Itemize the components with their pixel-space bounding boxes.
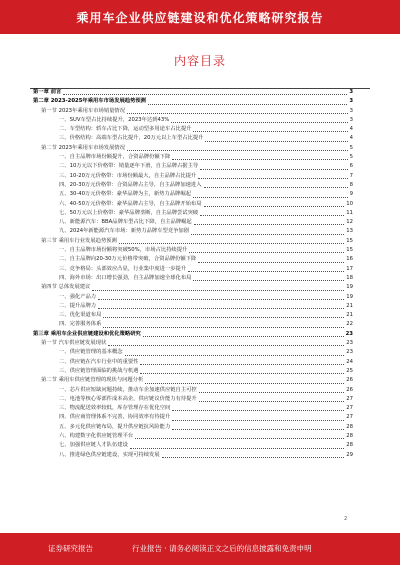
toc-entry-title: 一、自主品牌市场份额将突破50%，市场占比持续提升 bbox=[59, 247, 188, 254]
toc-dot-leader bbox=[162, 457, 345, 458]
toc-entry-page: 5 bbox=[349, 154, 353, 161]
toc-entry-title: 八、推进绿色供应链建设，实现可持续发展 bbox=[59, 451, 160, 458]
toc-entry-title: 一、自主品牌市场份额提升，合资品牌份额下降 bbox=[59, 154, 171, 161]
footer-left-text: 证券研究报告 bbox=[48, 544, 93, 553]
toc-entry[interactable] bbox=[33, 348, 353, 357]
toc-dot-leader bbox=[204, 187, 348, 188]
toc-entry[interactable] bbox=[33, 376, 353, 385]
toc-entry[interactable] bbox=[33, 116, 353, 125]
toc-entry-title: 三、10-20万元价格带：市场份额最大，自主品牌占比提升 bbox=[59, 172, 197, 179]
toc-entry-page: 28 bbox=[346, 442, 353, 449]
toc-entry-page: 11 bbox=[346, 209, 353, 216]
toc-entry-page: 27 bbox=[346, 395, 353, 402]
toc-entry-title: 二、自主品牌向20-30万元价格带突破，合资品牌份额下降 bbox=[59, 256, 197, 263]
toc-entry-page: 13 bbox=[346, 228, 353, 235]
toc-entry[interactable] bbox=[33, 227, 353, 236]
toc-entry[interactable] bbox=[33, 441, 353, 450]
toc-dot-leader bbox=[200, 169, 347, 170]
toc-entry-page: 28 bbox=[346, 423, 353, 430]
toc-dot-leader bbox=[193, 131, 347, 132]
toc-entry-page: 7 bbox=[349, 172, 353, 179]
toc-dot-leader bbox=[199, 392, 345, 393]
footer-right-text: 行业报告 · 请务必阅读正文之后的信息披露和免责申明 bbox=[132, 544, 312, 553]
toc-dot-leader bbox=[92, 290, 344, 291]
toc-entry-page: 16 bbox=[346, 256, 353, 263]
table-of-contents bbox=[33, 88, 353, 460]
toc-dot-leader bbox=[199, 401, 345, 402]
toc-entry-title: 一、SUV车型占比持续提升，2023年达到43% bbox=[59, 116, 170, 123]
toc-entry-page: 27 bbox=[346, 405, 353, 412]
toc-entry-page: 15 bbox=[346, 247, 353, 254]
toc-entry[interactable] bbox=[33, 404, 353, 413]
toc-entry-page: 3 bbox=[349, 107, 353, 114]
toc-dot-leader bbox=[198, 178, 347, 179]
toc-entry-title: 四、供应商管理体系不完善，协同效率有待提升 bbox=[59, 414, 171, 421]
toc-entry-title: 三、价格结构：高端车型占比提升，20万元以上车型占比提升 bbox=[59, 135, 204, 142]
toc-entry-page: 3 bbox=[349, 89, 353, 95]
toc-entry-title: 第二节 乘用车供应链管理的现状与问题分析 bbox=[41, 377, 144, 384]
toc-entry-page: 4 bbox=[349, 135, 353, 142]
toc-heading: 内容目录 bbox=[173, 54, 226, 68]
toc-entry-page: 23 bbox=[346, 349, 353, 356]
toc-dot-leader bbox=[148, 104, 347, 105]
toc-entry[interactable] bbox=[33, 320, 353, 329]
toc-entry-title: 三、物流配送效率较低，库存管理存在优化空间 bbox=[59, 405, 171, 412]
toc-dot-leader bbox=[143, 336, 344, 337]
toc-entry-title: 七、50万元以上价格带：豪华品牌垄断，自主品牌尝试突破 bbox=[59, 209, 199, 216]
toc-entry-title: 第三章 乘用车企业供应链建设和优化策略研究 bbox=[33, 330, 141, 337]
toc-dot-leader bbox=[135, 438, 344, 439]
toc-entry-title: 第一节 2023年乘用车市场销量情况 bbox=[41, 107, 126, 114]
toc-dot-leader bbox=[200, 215, 344, 216]
toc-dot-leader bbox=[140, 373, 344, 374]
toc-entry-page: 22 bbox=[346, 321, 353, 328]
toc-dot-leader bbox=[204, 206, 345, 207]
page-number: 2 bbox=[344, 516, 348, 522]
toc-dot-leader bbox=[198, 262, 344, 263]
toc-entry-title: 六、40-50万元价格带：豪华品牌占主导，自主品牌开始布局 bbox=[59, 200, 202, 207]
toc-entry[interactable] bbox=[33, 134, 353, 143]
toc-entry-page: 9 bbox=[349, 191, 353, 198]
toc-entry-title: 三、优化渠道布局 bbox=[59, 312, 102, 319]
footer-bar bbox=[0, 533, 400, 565]
toc-entry[interactable] bbox=[33, 255, 353, 264]
toc-entry[interactable] bbox=[33, 209, 353, 218]
toc-dot-leader bbox=[172, 429, 344, 430]
header-bar bbox=[0, 0, 400, 34]
toc-entry-page: 21 bbox=[346, 302, 353, 309]
toc-entry[interactable] bbox=[33, 181, 353, 190]
toc-entry[interactable] bbox=[33, 302, 353, 311]
toc-entry[interactable] bbox=[33, 358, 353, 367]
toc-entry[interactable] bbox=[33, 200, 353, 209]
toc-entry-page: 12 bbox=[346, 219, 353, 226]
toc-entry-page: 19 bbox=[346, 284, 353, 291]
toc-entry-page: 26 bbox=[346, 377, 353, 384]
toc-entry-title: 二、供应链在汽车行业中的重要性 bbox=[59, 358, 139, 365]
toc-dot-leader bbox=[191, 234, 344, 235]
toc-entry-title: 第一节 汽车供应链发展现状 bbox=[41, 340, 107, 347]
toc-entry[interactable] bbox=[33, 125, 353, 134]
toc-entry-title: 第四节 总体发展建议 bbox=[41, 284, 91, 291]
toc-entry[interactable] bbox=[33, 162, 353, 171]
toc-dot-leader bbox=[98, 308, 344, 309]
toc-entry-page: 25 bbox=[346, 367, 353, 374]
toc-dot-leader bbox=[98, 299, 344, 300]
toc-entry-title: 六、构建数字化供应链管理平台 bbox=[59, 432, 134, 439]
toc-entry-title: 第一章 前言 bbox=[33, 89, 62, 95]
toc-entry-title: 一、强化产品力 bbox=[59, 293, 97, 300]
toc-entry-title: 四、海外市场：出口增长强劲，自主品牌加速全球化布局 bbox=[59, 274, 192, 281]
toc-entry-title: 二、10万元以下价格带：销量逐年下滑，自主品牌占据主导 bbox=[59, 163, 199, 170]
toc-entry-page: 29 bbox=[346, 451, 353, 458]
toc-entry-page: 26 bbox=[346, 386, 353, 393]
toc-entry-page: 4 bbox=[349, 126, 353, 133]
toc-entry[interactable] bbox=[33, 172, 353, 181]
toc-entry[interactable] bbox=[33, 237, 353, 246]
report-title: 乘用车企业供应链建设和优化策略研究报告 bbox=[76, 11, 324, 25]
toc-entry-page: 10 bbox=[346, 200, 353, 207]
toc-entry[interactable] bbox=[33, 190, 353, 199]
toc-entry-title: 七、加强供应链人才队伍建设 bbox=[59, 442, 128, 449]
toc-dot-leader bbox=[171, 122, 347, 123]
toc-entry-page: 6 bbox=[349, 163, 353, 170]
toc-entry[interactable] bbox=[33, 386, 353, 395]
toc-dot-leader bbox=[205, 141, 347, 142]
toc-entry[interactable] bbox=[33, 153, 353, 162]
toc-entry[interactable] bbox=[33, 265, 353, 274]
toc-entry[interactable] bbox=[33, 107, 353, 116]
toc-entry[interactable] bbox=[33, 339, 353, 348]
toc-entry-title: 三、供应链管理面临的挑战与机遇 bbox=[59, 367, 139, 374]
toc-entry-page: 17 bbox=[346, 265, 353, 272]
toc-dot-leader bbox=[172, 159, 347, 160]
toc-entry[interactable] bbox=[33, 395, 353, 404]
toc-entry[interactable] bbox=[33, 218, 353, 227]
toc-entry-title: 三、竞争格局：头部效应凸显，行业集中度进一步提升 bbox=[59, 265, 187, 272]
toc-dot-leader bbox=[103, 327, 344, 328]
toc-entry[interactable] bbox=[33, 283, 353, 292]
toc-entry-title: 二、提升品牌力 bbox=[59, 302, 97, 309]
toc-entry-title: 五、30-40万元价格带：豪华品牌为主，新势力品牌崛起 bbox=[59, 191, 191, 198]
toc-entry[interactable] bbox=[33, 274, 353, 283]
toc-dot-leader bbox=[119, 243, 344, 244]
toc-dot-leader bbox=[140, 364, 344, 365]
toc-entry-page: 3 bbox=[349, 98, 353, 105]
toc-entry-page: 24 bbox=[346, 358, 353, 365]
toc-entry[interactable] bbox=[33, 432, 353, 441]
toc-entry-title: 九、2024年新能源汽车市场：新势力品牌车型竞争加剧 bbox=[59, 228, 190, 235]
toc-entry[interactable] bbox=[33, 88, 353, 97]
toc-entry-page: 5 bbox=[349, 144, 353, 151]
toc-entry[interactable] bbox=[33, 451, 353, 460]
toc-dot-leader bbox=[125, 355, 345, 356]
toc-entry[interactable] bbox=[33, 311, 353, 320]
toc-entry-title: 五、多元化供应链布局，提升供应链抗风险能力 bbox=[59, 423, 171, 430]
toc-entry-page: 23 bbox=[346, 340, 353, 347]
toc-entry-title: 一、供应链管理的基本概念 bbox=[59, 349, 123, 356]
toc-entry-page: 18 bbox=[346, 274, 353, 281]
toc-entry-title: 第二节 2023年乘用车市场发展情况 bbox=[41, 144, 126, 151]
toc-entry[interactable] bbox=[33, 413, 353, 422]
toc-entry-page: 27 bbox=[346, 414, 353, 421]
toc-dot-leader bbox=[189, 252, 344, 253]
toc-entry[interactable] bbox=[33, 330, 353, 339]
toc-dot-leader bbox=[188, 271, 344, 272]
toc-entry-title: 第二章 2023-2025年乘用车市场发展趋势预测 bbox=[33, 98, 146, 105]
toc-dot-leader bbox=[193, 280, 344, 281]
toc-dot-leader bbox=[108, 345, 344, 346]
toc-dot-leader bbox=[145, 383, 344, 384]
toc-entry[interactable] bbox=[33, 367, 353, 376]
toc-entry-title: 一、芯片供应短缺问题持续，推动车企加速供应链自主可控 bbox=[59, 386, 197, 393]
toc-dot-leader bbox=[63, 94, 347, 95]
toc-entry[interactable] bbox=[33, 97, 353, 106]
toc-entry-page: 23 bbox=[345, 330, 353, 337]
toc-dot-leader bbox=[193, 197, 348, 198]
toc-entry-page: 21 bbox=[346, 312, 353, 319]
toc-dot-leader bbox=[130, 448, 344, 449]
toc-entry-page: 15 bbox=[346, 237, 353, 244]
toc-dot-leader bbox=[103, 317, 344, 318]
toc-dot-leader bbox=[172, 410, 344, 411]
toc-dot-leader bbox=[194, 224, 345, 225]
toc-entry-title: 二、车型结构：轿车占比下降，运动型多用途车占比提升 bbox=[59, 126, 192, 133]
toc-entry-page: 28 bbox=[346, 432, 353, 439]
toc-entry-title: 四、完善服务体系 bbox=[59, 321, 102, 328]
toc-entry[interactable] bbox=[33, 144, 353, 153]
toc-entry[interactable] bbox=[33, 423, 353, 432]
toc-entry[interactable] bbox=[33, 246, 353, 255]
toc-dot-leader bbox=[172, 420, 344, 421]
toc-entry-title: 第三节 乘用车行业发展趋势预测 bbox=[41, 237, 117, 244]
toc-dot-leader bbox=[127, 150, 348, 151]
toc-entry-title: 四、20-30万元价格带：合资品牌占主导，自主品牌加速进入 bbox=[59, 181, 202, 188]
toc-entry[interactable] bbox=[33, 293, 353, 302]
toc-entry-title: 二、电池等核心零部件成本高企，供应链议价能力有待提升 bbox=[59, 395, 197, 402]
toc-entry-title: 八、新能源汽车：BBA品牌车型占比下降，自主品牌崛起 bbox=[59, 219, 192, 226]
toc-entry-page: 19 bbox=[346, 293, 353, 300]
toc-entry-page: 8 bbox=[349, 181, 353, 188]
toc-dot-leader bbox=[127, 113, 348, 114]
toc-entry-page: 3 bbox=[349, 116, 353, 123]
